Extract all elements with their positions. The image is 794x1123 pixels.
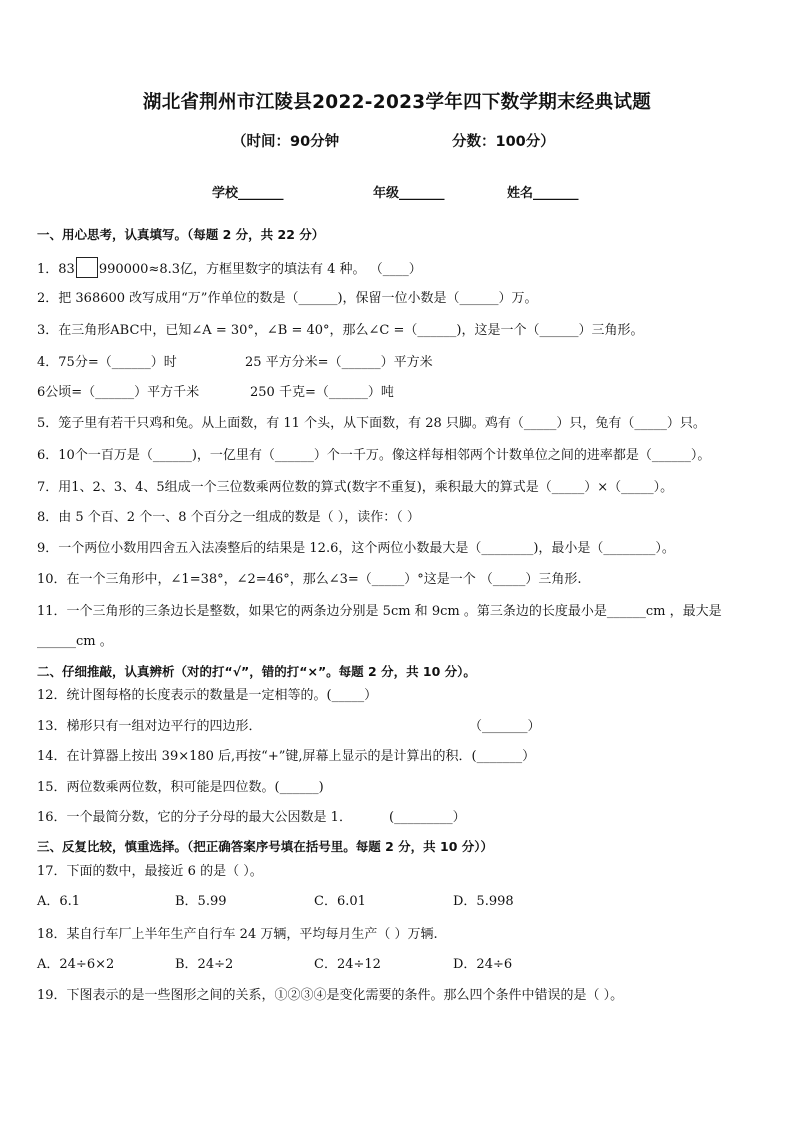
question-2: 2．把 368600 改写成用“万”作单位的数是（______)，保留一位小数是（______）万。 [37, 291, 538, 306]
question-11-continued: ______cm 。 [37, 634, 113, 649]
name-field: 姓名_______ [507, 186, 579, 201]
question-18-option-d: D．24÷6 [453, 957, 513, 972]
question-10: 10．在一个三角形中，∠1=38°，∠2=46°，那么∠3=（_____）°这是一个 （_____）三角形. [37, 572, 582, 587]
question-19: 19．下图表示的是一些图形之间的关系，①②③④是变化需要的条件。那么四个条件中错误的是（ ）。 [37, 988, 624, 1003]
question-6: 6．10个一百万是（______)，一亿里有（______）个一千万。像这样每相邻两个计数单位之间的进率都是（______）。 [37, 448, 711, 463]
exam-score: 分数：100分） [452, 134, 555, 150]
question-4-part-d: 250 千克=（______）吨 [250, 385, 394, 400]
question-13-answer: （_______） [469, 719, 541, 734]
exam-time: （时间：90分钟 [232, 134, 340, 150]
question-18-option-b: B．24÷2 [175, 957, 234, 972]
question-7: 7．用1、2、3、4、5组成一个三位数乘两位数的算式(数字不重复)，乘积最大的算式是（_____）×（_____）。 [37, 480, 674, 495]
question-9: 9．一个两位小数用四舍五入法凑整后的结果是 12.6，这个两位小数最大是（________)，最小是（________）。 [37, 541, 675, 556]
question-11: 11．一个三角形的三条边长是整数，如果它的两条边分别是 5cm 和 9cm 。第三条边的长度最小是______cm ，最大是 [37, 604, 722, 619]
section-3-heading: 三、反复比较，慎重选择。（把正确答案序号填在括号里。每题 2 分，共 10 分）） [37, 839, 494, 854]
question-1 [37, 257, 422, 278]
question-3: 3．在三角形ABC中，已知∠A = 30°，∠B = 40°，那么∠C =（______)，这是一个（______）三角形。 [37, 323, 644, 338]
question-4-part-b: 25 平方分米=（______）平方米 [245, 355, 433, 370]
question-18: 18．某自行车厂上半年生产自行车 24 万辆，平均每月生产（ ）万辆. [37, 927, 438, 942]
question-17-option-a: A．6.1 [37, 894, 81, 909]
question-4-part-c: 6公顷=（______）平方千米 [37, 385, 200, 400]
question-18-option-c: C．24÷12 [314, 957, 381, 972]
question-14: 14．在计算器上按出 39×180 后,再按“+”键,屏幕上显示的是计算出的积．(_______） [37, 749, 536, 764]
section-1-heading: 一、用心思考，认真填写。（每题 2 分，共 22 分） [37, 227, 325, 242]
question-12: 12．统计图每格的长度表示的数量是一定相等的。(_____） [37, 688, 378, 703]
question-18-option-a: A．24÷6×2 [37, 957, 115, 972]
question-1-prefix: 1．83 [37, 262, 75, 277]
question-8: 8．由 5 个百、2 个一、8 个百分之一组成的数是（ ），读作：（ ） [37, 510, 420, 525]
question-16-answer: (_________） [389, 810, 466, 825]
question-17: 17．下面的数中，最接近 6 的是（ ）。 [37, 864, 263, 879]
question-5: 5．笼子里有若干只鸡和兔。从上面数，有 11 个头，从下面数，有 28 只脚。鸡有（_____）只，兔有（_____）只。 [37, 416, 706, 431]
grade-field: 年级_______ [373, 186, 445, 201]
school-field: 学校_______ [212, 186, 284, 201]
question-1-suffix: 990000≈8.3亿，方框里数字的填法有 4 种。 （____） [98, 262, 422, 277]
question-15: 15．两位数乘两位数，积可能是四位数。(______) [37, 780, 324, 795]
exam-title: 湖北省荆州市江陵县2022-2023学年四下数学期末经典试题 [142, 92, 652, 113]
section-2-heading: 二、仔细推敲，认真辨析（对的打“√”，错的打“×”。每题 2 分，共 10 分）。 [37, 664, 476, 679]
question-17-option-b: B．5.99 [175, 894, 227, 909]
question-4-part-a: 4．75分=（______）时 [37, 355, 177, 370]
question-17-option-c: C．6.01 [314, 894, 366, 909]
question-13: 13．梯形只有一组对边平行的四边形． [37, 719, 262, 734]
answer-box [76, 257, 98, 278]
question-16: 16．一个最简分数，它的分子分母的最大公因数是 1． [37, 810, 352, 825]
question-17-option-d: D．5.998 [453, 894, 514, 909]
